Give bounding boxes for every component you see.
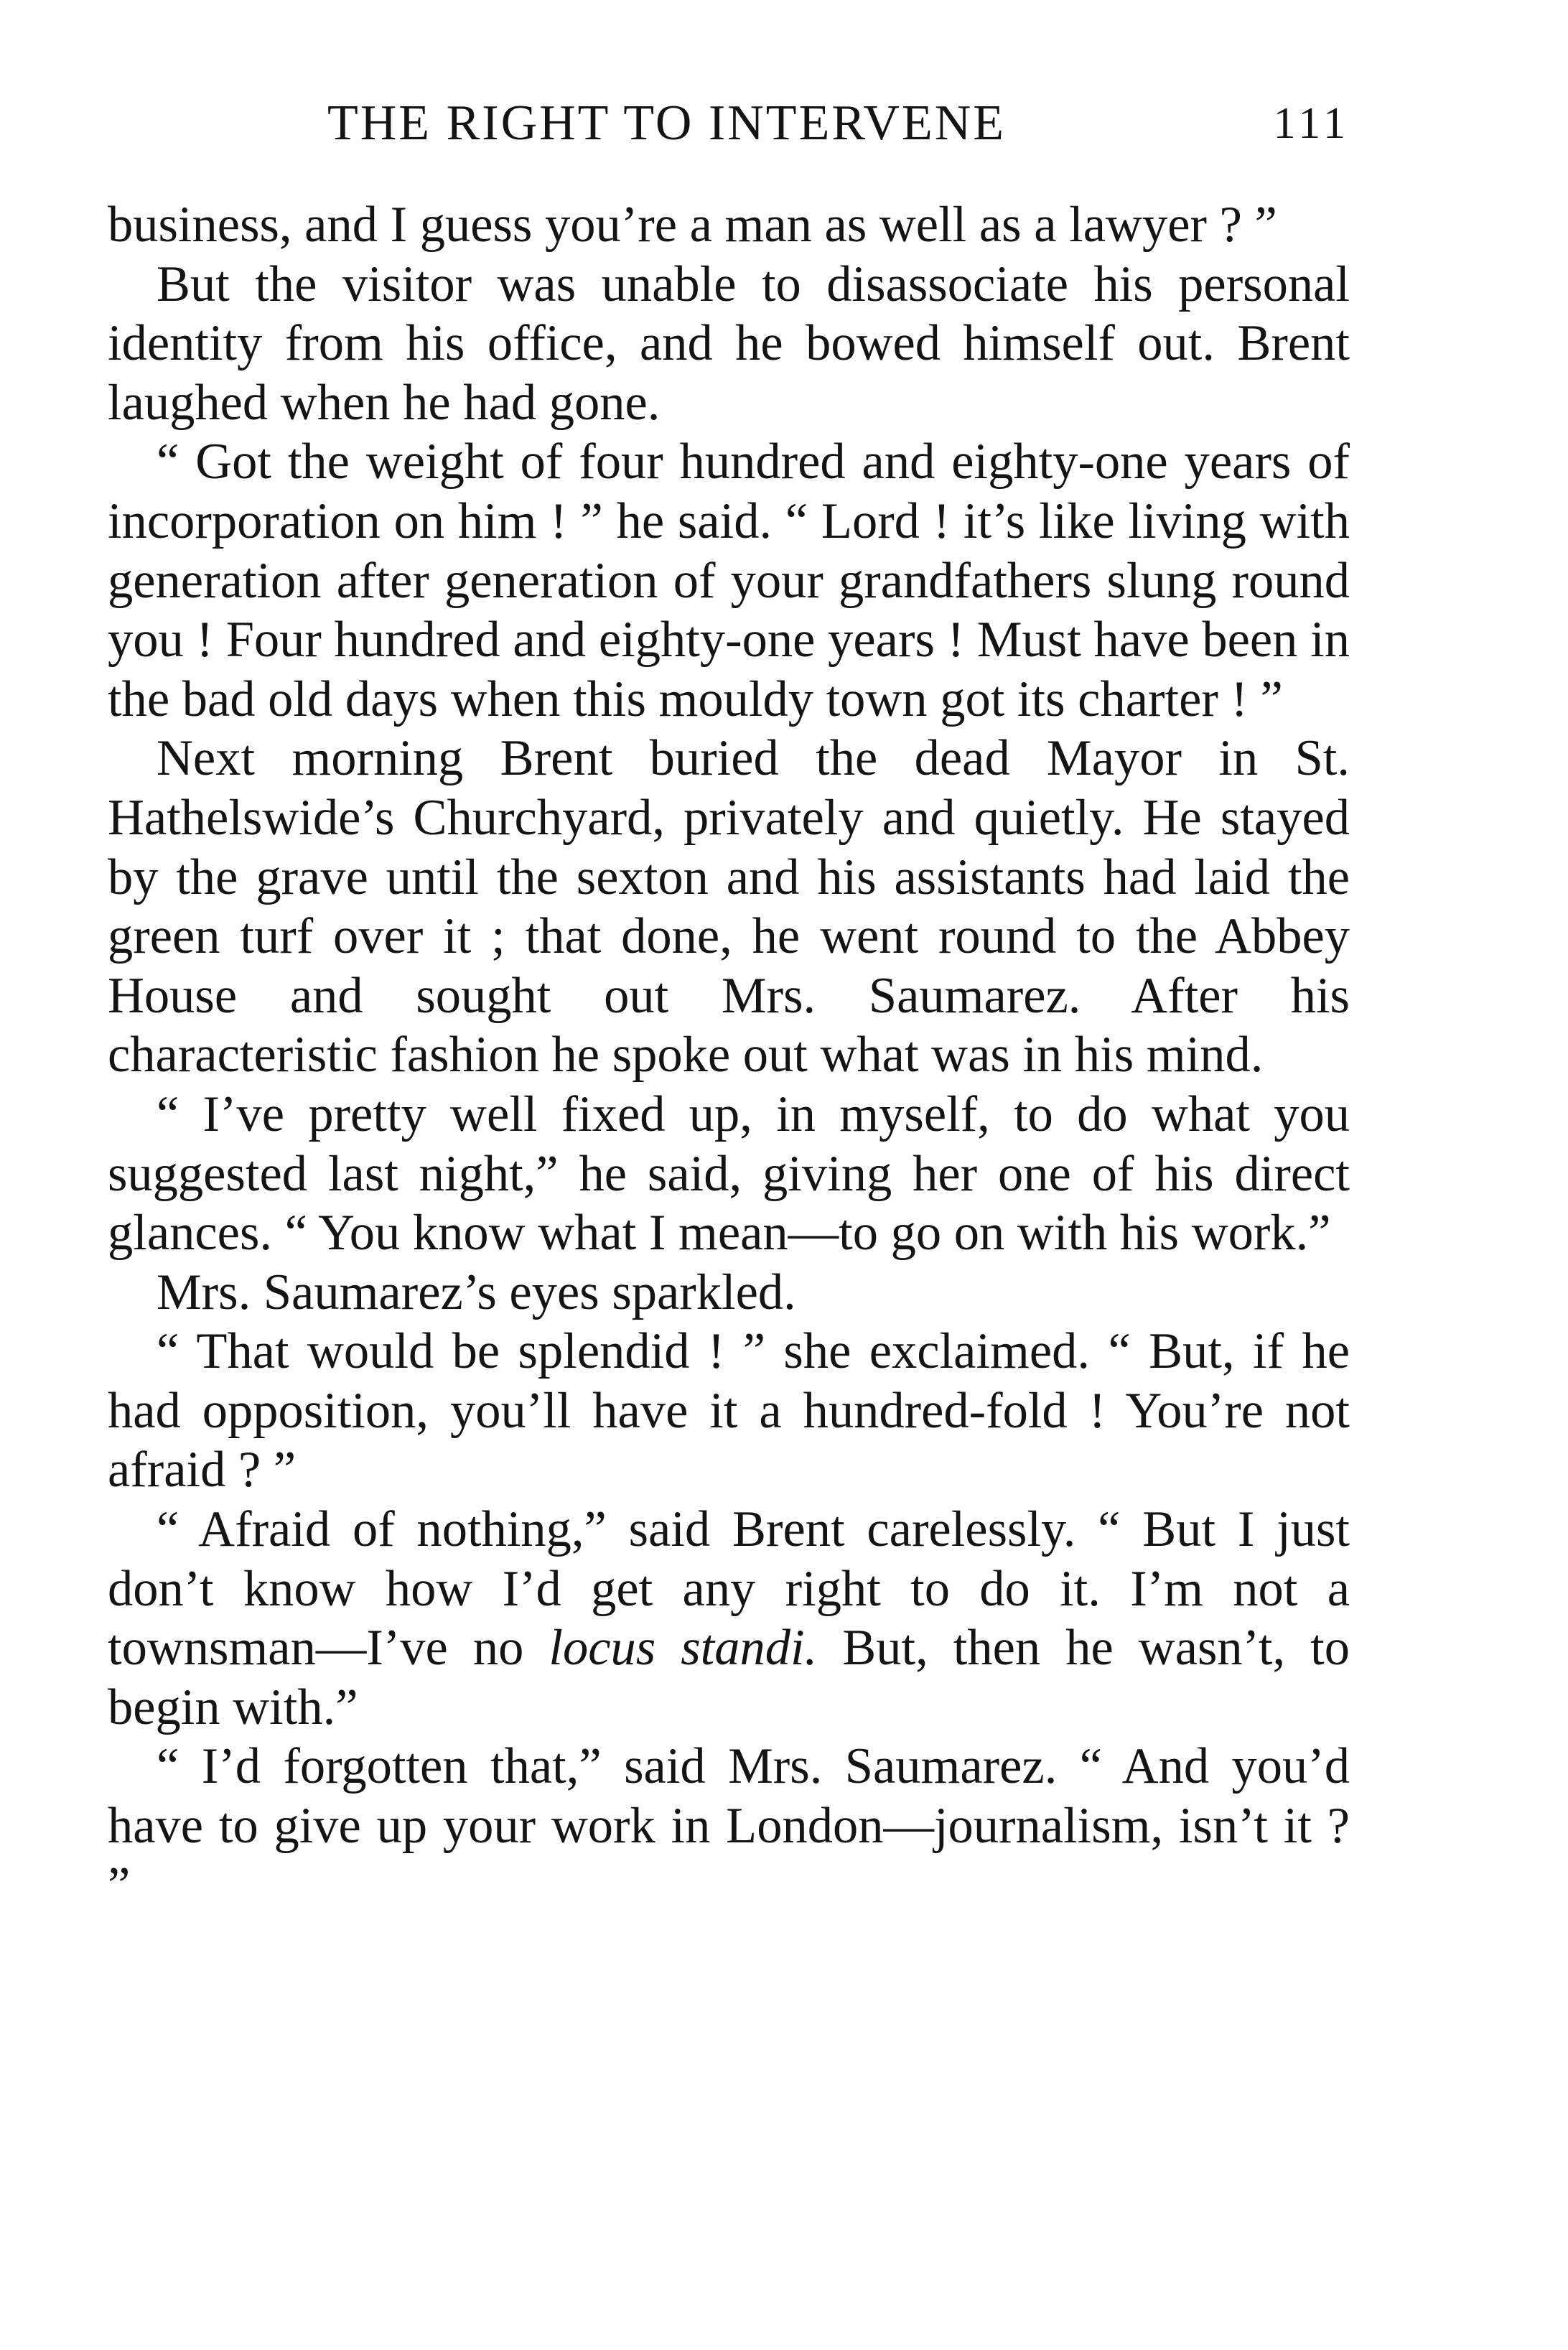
running-title: THE RIGHT TO INTERVENE bbox=[327, 95, 1007, 151]
paragraph-5: “ I’ve pretty well fixed up, in myself, to do what you suggested last night,” he said, giving her one of his direct glances. “ You know what I mean—to go on with his work.” bbox=[108, 1086, 1350, 1262]
paragraph-8-text-a: “ Afraid of nothing,” said Brent carelessly. “ But I just don’t know how I’d get any right to do it. I’m not a townsman—I’ve no bbox=[108, 1501, 1350, 1677]
paragraph-3: “ Got the weight of four hundred and eighty-one years of incorporation on him ! ” he said. “ Lord ! it’s like living with generation after generation of your grandfathers slung round you ! Four hundred and eighty-one years ! Must have been in the bad old days when this mouldy town got its charter ! ” bbox=[108, 434, 1350, 727]
paragraph-9: “ I’d forgotten that,” said Mrs. Saumarez. “ And you’d have to give up your work in London—journalism, isn’t it ? ” bbox=[108, 1738, 1350, 1913]
paragraph-2: But the visitor was unable to disassociate his personal identity from his office, and he bowed himself out. Brent laughed when he had gone. bbox=[108, 256, 1350, 431]
body-text bbox=[108, 195, 1350, 1915]
page-number: 111 bbox=[1273, 99, 1350, 148]
paragraph-4: Next morning Brent buried the dead Mayor in St. Hathelswide’s Churchyard, privately and quietly. He stayed by the grave until the sexton and his assistants had laid the green turf over it ; that done, he went round to the Abbey House and sought out Mrs. Saumarez. After his characteristic fashion he spoke out what was in his mind. bbox=[108, 730, 1350, 1083]
paragraph-1: business, and I guess you’re a man as well as a lawyer ? ” bbox=[108, 197, 1277, 253]
paragraph-8-text-b: But, then he wasn’t, to begin with.” bbox=[108, 1620, 1350, 1735]
paragraph-6: Mrs. Saumarez’s eyes sparkled. bbox=[157, 1264, 796, 1320]
book-page bbox=[108, 0, 1350, 2350]
paragraph-7: “ That would be splendid ! ” she exclaimed. “ But, if he had opposition, you’ll have it a hundred-fold ! You’re not afraid ? ” bbox=[108, 1323, 1350, 1498]
running-head bbox=[108, 95, 1350, 152]
paragraph-8-italic: locus standi. bbox=[549, 1620, 818, 1677]
paragraph-8 bbox=[108, 1500, 1350, 1737]
